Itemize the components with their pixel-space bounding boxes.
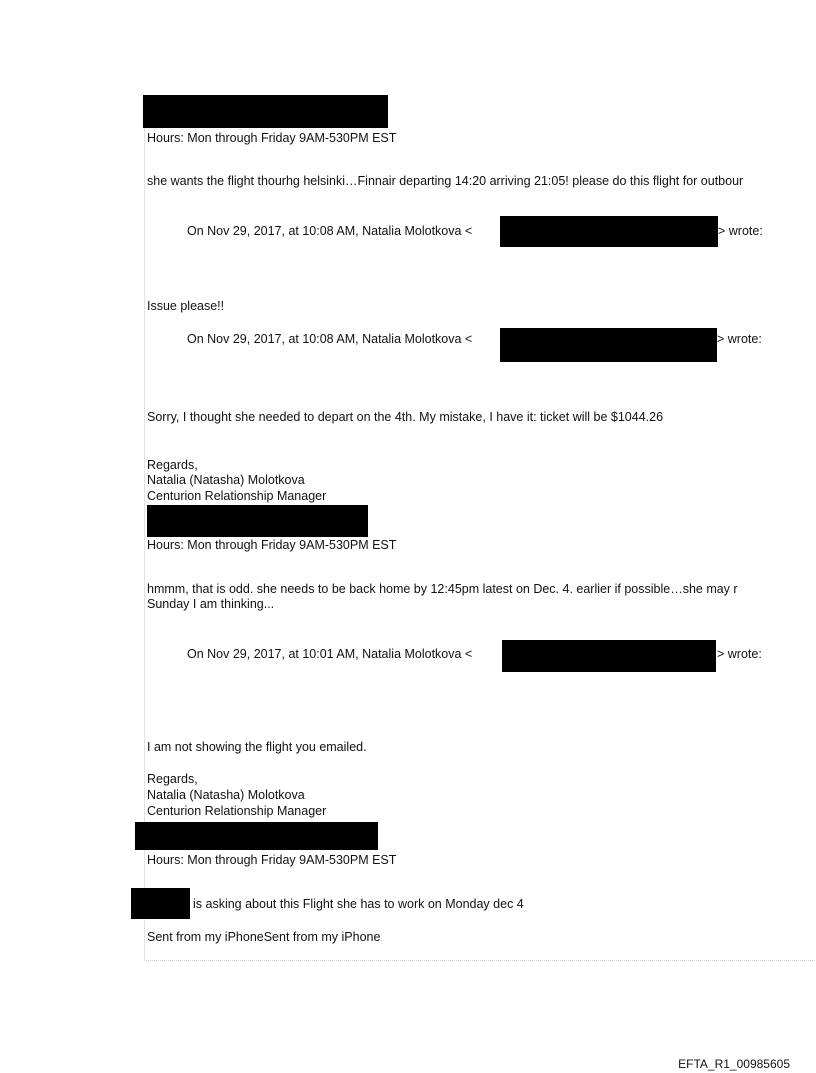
redaction-block <box>500 216 718 247</box>
signature-name: Natalia (Natasha) Molotkova <box>147 788 305 802</box>
hours-line: Hours: Mon through Friday 9AM-530PM EST <box>147 538 397 552</box>
flight-request-line: she wants the flight thourhg helsinki…Finnair departing 14:20 arriving 21:05! please do this flight for outbour <box>147 174 744 188</box>
not-showing-line: I am not showing the flight you emailed. <box>147 740 367 754</box>
signature-title: Centurion Relationship Manager <box>147 804 327 818</box>
hours-line: Hours: Mon through Friday 9AM-530PM EST <box>147 131 397 145</box>
redaction-block <box>147 505 368 537</box>
wrote-line-suffix: > wrote: <box>718 224 763 238</box>
signature-regards: Regards, <box>147 458 198 472</box>
signature-name: Natalia (Natasha) Molotkova <box>147 473 305 487</box>
redaction-block <box>131 888 190 919</box>
wrote-line-prefix: On Nov 29, 2017, at 10:01 AM, Natalia Molotkova < <box>187 647 473 661</box>
wrote-line-suffix: > wrote: <box>717 332 762 346</box>
asking-line: is asking about this Flight she has to work on Monday dec 4 <box>193 897 524 911</box>
redaction-block <box>500 328 717 362</box>
hours-line: Hours: Mon through Friday 9AM-530PM EST <box>147 853 397 867</box>
hmmm-line-continued: Sunday I am thinking... <box>147 597 275 611</box>
signature-title: Centurion Relationship Manager <box>147 489 327 503</box>
sorry-line: Sorry, I thought she needed to depart on the 4th. My mistake, I have it: ticket will be $1044.26 <box>147 410 664 424</box>
redaction-block <box>135 822 378 850</box>
wrote-line-prefix: On Nov 29, 2017, at 10:08 AM, Natalia Molotkova < <box>187 332 473 346</box>
wrote-line-prefix: On Nov 29, 2017, at 10:08 AM, Natalia Molotkova < <box>187 224 473 238</box>
sent-from-line: Sent from my iPhoneSent from my iPhone <box>147 930 381 944</box>
redaction-block <box>502 640 716 672</box>
hmmm-line: hmmm, that is odd. she needs to be back home by 12:45pm latest on Dec. 4. earlier if possible…she may r <box>147 582 738 596</box>
document-id-footer: EFTA_R1_00985605 <box>678 1057 790 1071</box>
signature-regards: Regards, <box>147 772 198 786</box>
wrote-line-suffix: > wrote: <box>717 647 762 661</box>
redaction-block <box>143 95 388 128</box>
issue-please-line: Issue please!! <box>147 299 225 313</box>
